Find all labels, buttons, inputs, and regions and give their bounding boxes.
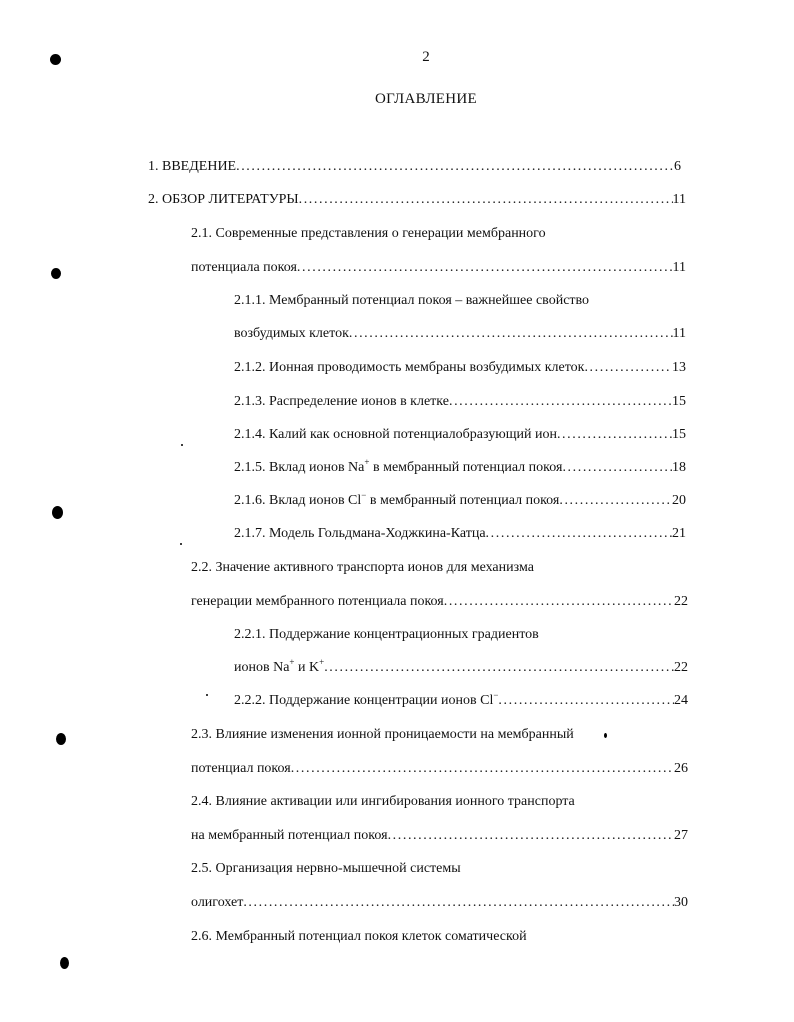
toc-label-text: ионов Na: [234, 660, 290, 675]
toc-entry-line1: 2.5. Организация нервно-мышечной системы: [191, 861, 461, 876]
page-number: 2: [422, 49, 430, 65]
toc-leader-dots: [557, 425, 672, 445]
toc-entry-page: 21: [672, 526, 686, 541]
toc-entry-label: потенциала покоя: [191, 260, 297, 275]
toc-entry[interactable]: [234, 324, 686, 344]
toc-entry-line1: 2.1. Современные представления о генерации мембранного: [191, 226, 546, 241]
toc-entry[interactable]: [234, 524, 686, 544]
toc-label-text: в мембранный потенциал покоя: [366, 493, 560, 508]
toc-entry-page: 20: [672, 493, 686, 508]
toc-title: ОГЛАВЛЕНИЕ: [375, 91, 477, 107]
toc-entry-label: [234, 458, 562, 478]
toc-entry-page: 15: [672, 394, 686, 409]
toc-entry-line1: 2.4. Влияние активации или ингибирования ионного транспорта: [191, 794, 575, 809]
toc-entry-page: 27: [674, 828, 688, 843]
scan-speck: [181, 444, 183, 446]
toc-entry[interactable]: [234, 358, 686, 378]
toc-entry-line1: 2.6. Мембранный потенциал покоя клеток соматической: [191, 929, 527, 944]
toc-entry-line1: 2.2.1. Поддержание концентрационных градиентов: [234, 627, 539, 642]
toc-entry-label: 2.1.7. Модель Гольдмана-Ходжкина-Катца: [234, 526, 486, 541]
toc-entry-label: 2.1.3. Распределение ионов в клетке: [234, 394, 449, 409]
toc-entry[interactable]: [148, 157, 681, 177]
toc-label-text: 2.1.6. Вклад ионов Cl: [234, 493, 362, 508]
toc-entry-page: 6: [674, 159, 681, 174]
ion-charge-sup: +: [319, 658, 325, 667]
toc-entry-page: 13: [672, 360, 686, 375]
toc-entry-label: 1. ВВЕДЕНИЕ: [148, 159, 237, 174]
toc-entry[interactable]: [234, 392, 686, 412]
toc-leader-dots: [349, 324, 673, 344]
scan-speck: [180, 543, 182, 545]
toc-entry-page: 15: [672, 427, 686, 442]
toc-leader-dots: [243, 893, 674, 913]
toc-label-text: 2.1.5. Вклад ионов Na: [234, 460, 365, 475]
toc-entry-page: 26: [674, 761, 688, 776]
scan-speck: [604, 733, 607, 738]
ion-charge-sup: +: [289, 658, 295, 667]
toc-entry-label: генерации мембранного потенциала покоя: [191, 594, 444, 609]
toc-label-text: в мембранный потенциал покоя: [369, 460, 563, 475]
toc-leader-dots: [291, 759, 674, 779]
toc-entry-label: олигохет: [191, 895, 244, 910]
toc-entry-page: 22: [674, 660, 688, 675]
binder-hole-mark: [56, 733, 66, 745]
ion-charge-sup: −: [361, 491, 367, 500]
toc-leader-dots: [562, 458, 672, 478]
toc-leader-dots: [449, 392, 672, 412]
toc-entry-label: потенциал покоя: [191, 761, 291, 776]
ion-charge-sup: −: [493, 691, 499, 700]
toc-entry-line1: 2.3. Влияние изменения ионной проницаемости на мембранный: [191, 727, 574, 742]
toc-entry[interactable]: [234, 458, 686, 478]
toc-entry-label: [234, 491, 559, 511]
toc-entry[interactable]: [234, 491, 686, 511]
toc-entry-label: на мембранный потенциал покоя: [191, 828, 388, 843]
toc-entry-label: 2.1.4. Калий как основной потенциалобразующий ион: [234, 427, 557, 442]
binder-hole-mark: [52, 506, 63, 519]
toc-leader-dots: [324, 658, 674, 678]
toc-entry[interactable]: [191, 592, 688, 612]
toc-entry-page: 24: [674, 693, 688, 708]
toc-leader-dots: [498, 691, 674, 711]
toc-entry[interactable]: [234, 425, 686, 445]
toc-entry-page: 30: [674, 895, 688, 910]
toc-entry-page: 22: [674, 594, 688, 609]
toc-entry-label: возбудимых клеток: [234, 326, 349, 341]
toc-entry-label: 2.1.2. Ионная проводимость мембраны возбудимых клеток: [234, 360, 585, 375]
toc-label-text: и K: [294, 660, 320, 675]
toc-entry-page: 18: [672, 460, 686, 475]
toc-entry-label: 2. ОБЗОР ЛИТЕРАТУРЫ: [148, 192, 299, 207]
toc-leader-dots: [559, 491, 672, 511]
binder-hole-mark: [60, 957, 69, 969]
toc-entry-page: 11: [672, 326, 686, 341]
toc-entry-label: [234, 658, 324, 678]
toc-entry[interactable]: [191, 826, 688, 846]
toc-leader-dots: [584, 358, 672, 378]
ion-charge-sup: +: [364, 458, 370, 467]
toc-entry-page: 11: [672, 192, 686, 207]
toc-leader-dots: [299, 190, 673, 210]
toc-entry[interactable]: [148, 190, 686, 210]
toc-leader-dots: [486, 524, 672, 544]
toc-entry-line1: 2.1.1. Мембранный потенциал покоя – важнейшее свойство: [234, 293, 590, 308]
toc-leader-dots: [388, 826, 674, 846]
toc-entry[interactable]: [191, 759, 688, 779]
toc-entry-label: [234, 691, 498, 711]
toc-entry-page: 11: [672, 260, 686, 275]
toc-entry[interactable]: [191, 258, 686, 278]
toc-label-text: 2.2.2. Поддержание концентрации ионов Cl: [234, 693, 494, 708]
toc-leader-dots: [444, 592, 674, 612]
toc-entry-line1: 2.2. Значение активного транспорта ионов для механизма: [191, 560, 534, 575]
toc-entry[interactable]: [191, 893, 688, 913]
toc-entry[interactable]: [234, 691, 688, 711]
scan-speck: [206, 694, 208, 696]
binder-hole-mark: [50, 54, 61, 65]
binder-hole-mark: [51, 268, 61, 279]
toc-entry[interactable]: [234, 658, 688, 678]
toc-leader-dots: [297, 258, 673, 278]
toc-leader-dots: [236, 157, 674, 177]
